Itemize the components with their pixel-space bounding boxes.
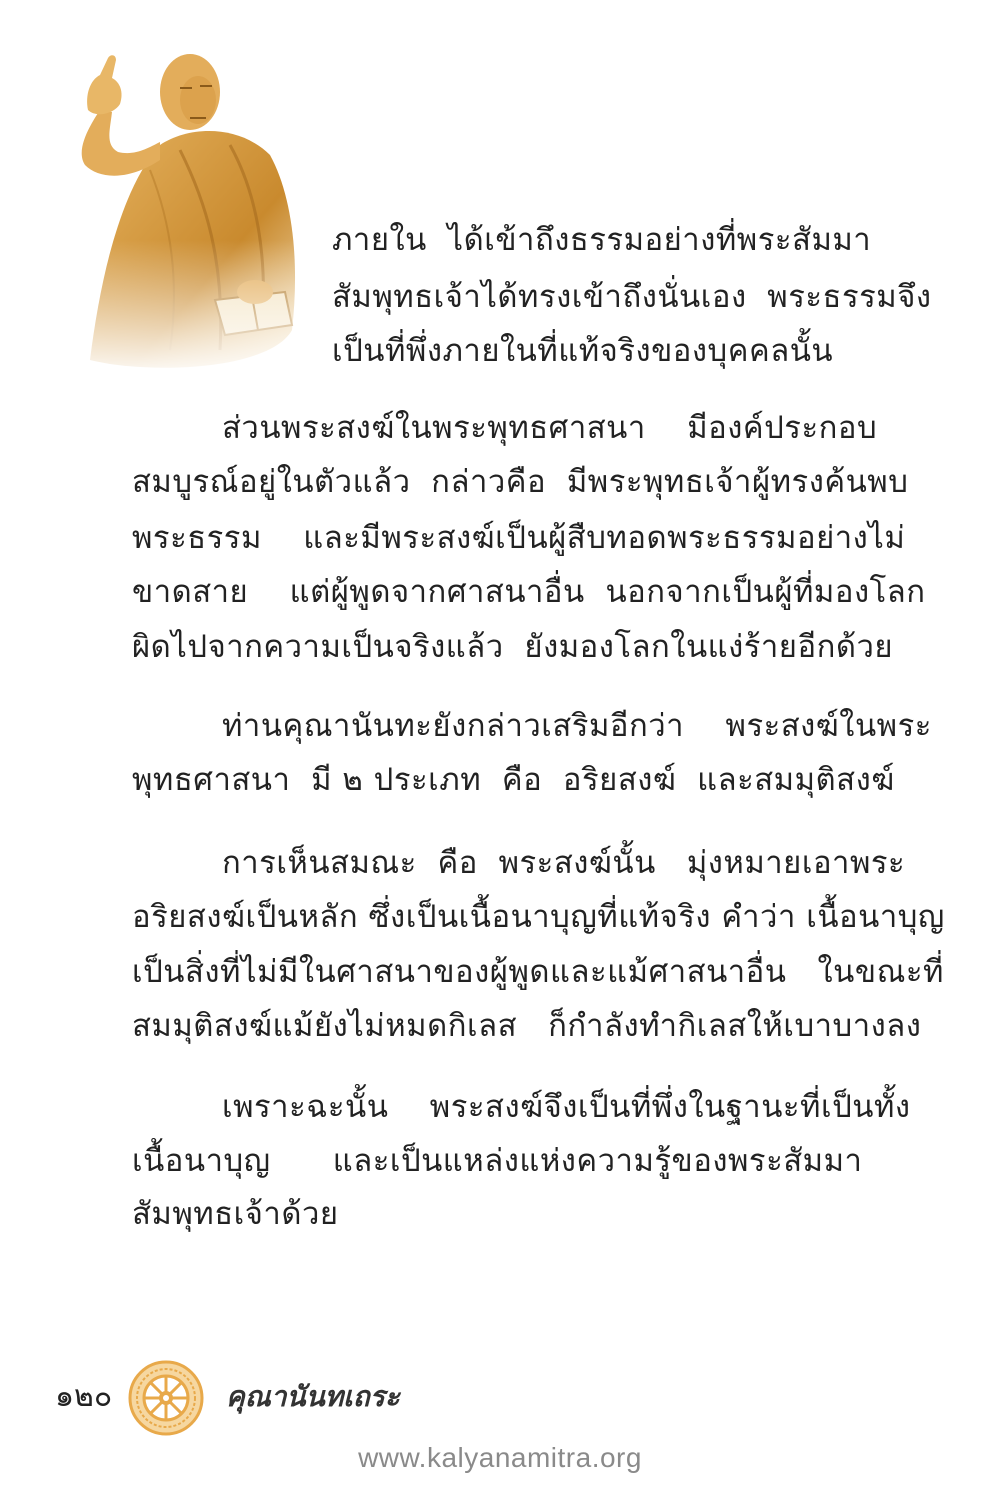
paragraph1-line-2: สมบูรณ์อยู่ในตัวแล้ว กล่าวคือ มีพระพุทธเจ้าผู้ทรงค้นพบ xyxy=(132,464,909,500)
intro-line-1: ภายใน ได้เข้าถึงธรรมอย่างที่พระสัมมา xyxy=(332,222,872,258)
dharma-wheel-icon xyxy=(128,1360,204,1436)
paragraph1-line-4: ขาดสาย แต่ผู้พูดจากศาสนาอื่น นอกจากเป็นผู้ที่มองโลก xyxy=(132,574,926,610)
paragraph3-line-1: การเห็นสมณะ คือ พระสงฆ์นั้น มุ่งหมายเอาพระ xyxy=(222,845,906,881)
page-number: ๑๒๐ xyxy=(55,1379,113,1414)
monk-illustration xyxy=(30,30,330,380)
website-url: www.kalyanamitra.org xyxy=(358,1442,642,1473)
paragraph3-line-4: สมมุติสงฆ์แม้ยังไม่หมดกิเลส ก็กำลังทำกิเลสให้เบาบางลง xyxy=(132,1008,922,1044)
paragraph1-line-5: ผิดไปจากความเป็นจริงแล้ว ยังมองโลกในแง่ร้ายอีกด้วย xyxy=(132,629,894,665)
intro-line-2: สัมพุทธเจ้าได้ทรงเข้าถึงนั่นเอง พระธรรมจึง xyxy=(332,279,932,315)
paragraph3-line-2: อริยสงฆ์เป็นหลัก ซึ่งเป็นเนื้อนาบุญที่แท้จริง คำว่า เนื้อนาบุญ xyxy=(132,899,945,935)
paragraph4-line-2: เนื้อนาบุญ และเป็นแหล่งแห่งความรู้ของพระสัมมา xyxy=(132,1143,863,1179)
paragraph2-line-1: ท่านคุณานันทะยังกล่าวเสริมอีกว่า พระสงฆ์ในพระ xyxy=(222,708,932,744)
paragraph1-line-1: ส่วนพระสงฆ์ในพระพุทธศาสนา มีองค์ประกอบ xyxy=(222,410,878,446)
intro-line-3: เป็นที่พึ่งภายในที่แท้จริงของบุคคลนั้น xyxy=(332,333,834,369)
paragraph4-line-3: สัมพุทธเจ้าด้วย xyxy=(132,1196,339,1232)
book-title: คุณานันทเถระ xyxy=(226,1380,400,1413)
paragraph2-line-2: พุทธศาสนา มี ๒ ประเภท คือ อริยสงฆ์ และสมมุติสงฆ์ xyxy=(132,762,895,798)
paragraph3-line-3: เป็นสิ่งที่ไม่มีในศาสนาของผู้พูดและแม้ศาสนาอื่น ในขณะที่ xyxy=(132,954,944,990)
paragraph4-line-1: เพราะฉะนั้น พระสงฆ์จึงเป็นที่พึ่งในฐานะที่เป็นทั้ง xyxy=(222,1089,911,1125)
paragraph1-line-3: พระธรรม และมีพระสงฆ์เป็นผู้สืบทอดพระธรรมอย่างไม่ xyxy=(132,520,906,556)
